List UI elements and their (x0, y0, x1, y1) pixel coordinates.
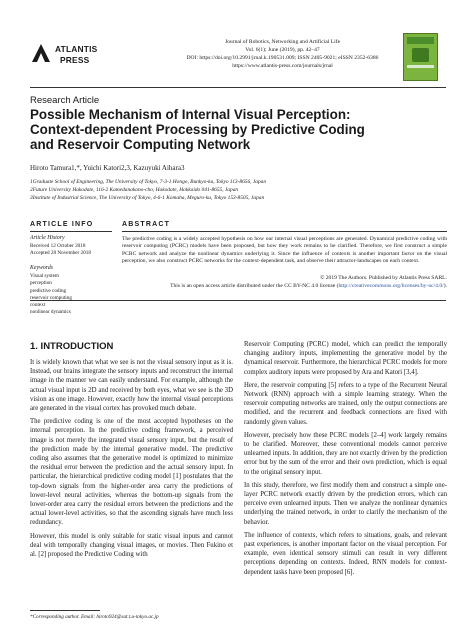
abstract-text: The predictive coding is a widely accepted hypothesis on how our internal visual perceptions are generated. Dynamical predictive coding with reservoir computing (PCRC) models have been proposed, but how they work remains to be clarified. Therefore, we first construct a simple PCRC network and analyze the nonlinear dynamics underlying it. Since the influence of contexts is another important factor on the visual perception, we also construct PCRC networks for the context-dependent task, and observe their attractor-landscapes on each context. (122, 236, 447, 265)
abstract-bottom-divider (30, 300, 446, 301)
license-link[interactable]: http://creativecommons.org/licenses/by-nc/4.0/ (338, 283, 444, 289)
article-info-heading: ARTICLE INFO (30, 221, 94, 228)
title-line: Context-dependent Processing by Predictive Coding (30, 121, 365, 137)
journal-url[interactable]: https://www.atlantis-press.com/journals/jrnal (232, 63, 333, 69)
keyword: reservoir computing (30, 294, 72, 301)
title-line: Possible Mechanism of Internal Visual Perception: (30, 107, 351, 122)
atlantis-press-logo (30, 40, 98, 70)
journal-cover-thumbnail (403, 33, 438, 81)
abstract-divider (122, 231, 447, 232)
keywords-label: Keywords (30, 265, 53, 271)
body-column-right (244, 340, 447, 581)
section-heading-introduction: 1. INTRODUCTION (30, 341, 114, 352)
paragraph: The influence of contexts, which refers to situations, goals, and relevant past experiences, is another important factor on the visual perception. For example, even identical sensory stimuli can result in very different perceptions depending on contexts. Indeed, RNN models for context-dependent tasks have been proposed [6]. (244, 531, 447, 576)
footnote-divider (30, 610, 100, 611)
article-info-divider (30, 231, 112, 232)
keywords-list (30, 273, 72, 317)
journal-volume: Vol. 6(1); June (2019), pp. 42–47 (245, 47, 320, 53)
affiliation: 3Institute of Industrial Science, The University of Tokyo, 4-6-1 Komaba, Meguro-ku, Tokyo 153-8505, Japan (30, 195, 265, 201)
keyword: nonlinear dynamics (30, 309, 71, 316)
cover-image (412, 48, 429, 62)
affiliation: 1Graduate School of Engineering, The University of Tokyo, 7-3-1 Hongo, Bunkyo-ku, Tokyo 113-8656, Japan (30, 179, 267, 185)
paragraph: However, precisely how these PCRC models [2–4] work largely remains to be clarified. Moreover, these conventional models cannot perceive unlearned inputs. In addition, they are not exactly driven by the prediction error but by the sum of the error and their own prediction, which is equal to the original sensory input. (244, 431, 447, 476)
keyword: predictive coding (30, 287, 67, 294)
keyword: context (30, 302, 46, 309)
journal-header (175, 38, 390, 70)
journal-doi[interactable]: DOI: https://doi.org/10.2991/jrnal.k.190531.009; ISSN 2405-9021; eISSN 2352-6386 (186, 55, 379, 61)
header-divider (30, 87, 446, 88)
atlantis-logo-icon (30, 43, 52, 65)
license-notice (122, 283, 447, 290)
affiliation: 2Future University Hakodate, 116-2 Kamedanakano-cho, Hakodate, Hokkaido 041-8655, Japan (30, 187, 239, 193)
publisher-name-line1: ATLANTIS (55, 44, 98, 54)
abstract-heading: ABSTRACT (122, 221, 171, 228)
article-title (30, 108, 450, 152)
article-history-label: Article History (30, 235, 65, 241)
author-list: Hiroto Tamura1,*, Yuichi Katori2,3, Kazuyuki Aihara3 (30, 164, 185, 172)
paragraph: Here, the reservoir computing [5] refers to a type of the Recurrent Neural Network (RNN) approach with a simple learning strategy. When the reservoir computing networks are trained, only the output connections are modified, and the recurrent and feedback connections are fixed with randomly given values. (244, 381, 447, 426)
journal-name: Journal of Robotics, Networking and Artificial Life (224, 39, 341, 45)
paragraph: However, this model is only suitable for static visual inputs and cannot deal with temporally changing visual images, or movies. Then Fukino et al. [2] proposed the Predictive Coding with (30, 532, 233, 559)
keyword: perception (30, 280, 52, 287)
body-column-left (30, 358, 233, 563)
copyright-notice: © 2019 The Authors. Published by Atlantis Press SARL. (320, 275, 447, 281)
accepted-date: Accepted 28 November 2018 (30, 250, 91, 256)
publisher-name-line2: PRESS (60, 55, 90, 65)
title-line: and Reservoir Computing Network (30, 136, 251, 152)
paragraph: Reservoir Computing (PCRC) model, which can predict the temporally changing auditory inputs, implementing the generative model by the dynamical reservoir. Furthermore, the hierarchical PCRC models for more complex auditory inputs were proposed by Ara and Katori [3,4]. (244, 341, 447, 376)
received-date: Received 12 October 2018 (30, 243, 86, 249)
article-type: Research Article (30, 95, 100, 106)
license-suffix: ). (443, 283, 447, 289)
paragraph: It is widely known that what we see is not the visual sensory input as it is. Instead, our brains integrate the sensory inputs and reconstruct the internal image in the manner we can easily understand. For example, although the actual visual input is 2D and received by both eyes, what we see is the 3D vision as one image. However, exactly how the internal visual perceptions are generated in the visual cortex has provoked much debate. (30, 359, 233, 413)
cover-title-band (407, 37, 434, 44)
keyword: Visual system (30, 273, 59, 279)
paragraph: In this study, therefore, we first modify them and construct a simple one-layer PCRC network exactly driven by the prediction errors, which can perceive even unlearned inputs. Then we analyze the nonlinear dynamics underlying the trained network, in order to clarify the mechanism of the behavior. (244, 481, 447, 526)
paragraph: The predictive coding is one of the most accepted hypotheses on the internal perception. In the predictive coding framework, a perceived image is not merely the integrated visual sensory input, but the result of the prediction made by the internal generative model. The predictive coding also assumes that the generative model is optimized to minimize the residual error between the prediction and the actual sensory input. In particular, the hierarchical predictive coding model [1] postulates that the top-down signals from the higher-order area carry the predictions of lower-level neural activities, whereas the bottom-up signals from the lower-order area carry the residual errors between the predictions and the actual lower-level activities, so that the ascending signals have much less redundancy. (30, 418, 233, 527)
corresponding-author-footnote: *Corresponding author. Email: hiroto924@sat.t.u-tokyo.ac.jp (30, 614, 159, 620)
license-prefix: This is an open access article distributed under the CC BY-NC 4.0 license ( (170, 283, 339, 289)
cover-band (407, 65, 434, 68)
